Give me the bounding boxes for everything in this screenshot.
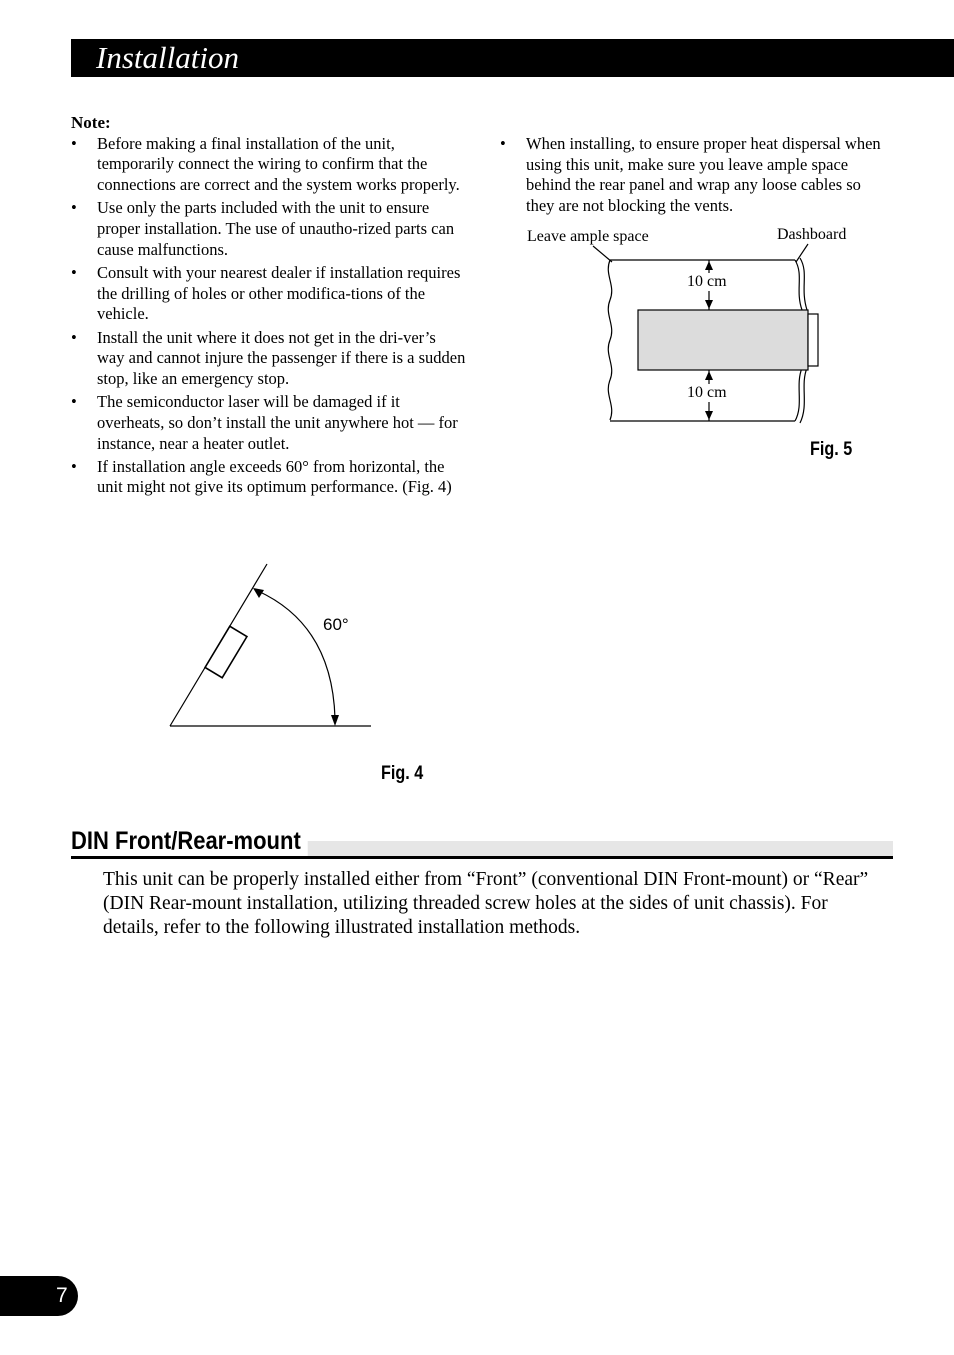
list-item: • Before making a final installation of the unit, temporarily connect the wiring to confirm that the connections are correct and the system works properly.	[71, 134, 466, 196]
fig5-caption: Fig. 5	[810, 439, 853, 460]
fig5-dashboard-leader	[796, 244, 808, 262]
fig4-diagram	[160, 555, 380, 735]
list-item: • Install the unit where it does not get in the dri-ver’s way and cannot injure the passenger if there is a sudden stop, like an emergency stop.	[71, 328, 466, 390]
note-column	[71, 113, 466, 501]
fig5-unit	[638, 310, 808, 370]
note-heading: Note:	[71, 113, 111, 132]
list-item: • If installation angle exceeds 60° from horizontal, the unit might not give its optimum performance. (Fig. 4)	[71, 457, 466, 498]
page-number-tab	[0, 1276, 78, 1316]
fig4-caption: Fig. 4	[381, 763, 424, 784]
right-list	[500, 134, 890, 217]
fig5-gap-bottom-label: 10 cm	[687, 384, 727, 401]
fig5-space-label: Leave ample space	[527, 228, 649, 245]
fig4-unit	[205, 626, 247, 677]
note-list	[71, 134, 466, 498]
list-item: • Consult with your nearest dealer if installation requires the drilling of holes or other modifica-tions of the vehicle.	[71, 263, 466, 325]
list-item: • Use only the parts included with the unit to ensure proper installation. The use of unautho-rized parts can cause malfunctions.	[71, 198, 466, 260]
fig4-angle-arc	[258, 591, 335, 718]
right-column	[500, 134, 890, 219]
title-bar	[71, 39, 954, 77]
fig5-gap-top-label: 10 cm	[687, 273, 727, 290]
fig4-angle-label: 60°	[323, 615, 349, 634]
list-item: • The semiconductor laser will be damaged if it overheats, so don’t install the unit anywhere hot — for instance, near a heater outlet.	[71, 392, 466, 454]
fig5-dashboard-label: Dashboard	[777, 226, 847, 243]
section-heading: DIN Front/Rear-mount	[71, 826, 308, 856]
section-body: This unit can be properly installed either from “Front” (conventional DIN Front-mount) or “Rear” (DIN Rear-mount installation, utilizing threaded screw holes at the sides of unit chassis). For details, refer to the following illustrated installation methods.	[103, 869, 869, 938]
list-item: • When installing, to ensure proper heat dispersal when using this unit, make sure you leave ample space behind the rear panel and wrap any loose cables so they are not blocking the vents.	[500, 134, 890, 217]
page-title: Installation	[96, 40, 239, 75]
section-heading-bar	[71, 826, 893, 860]
page-number: 7	[56, 1284, 68, 1307]
fig5-left-edge	[608, 260, 611, 420]
fig5-space-leader	[593, 246, 612, 262]
